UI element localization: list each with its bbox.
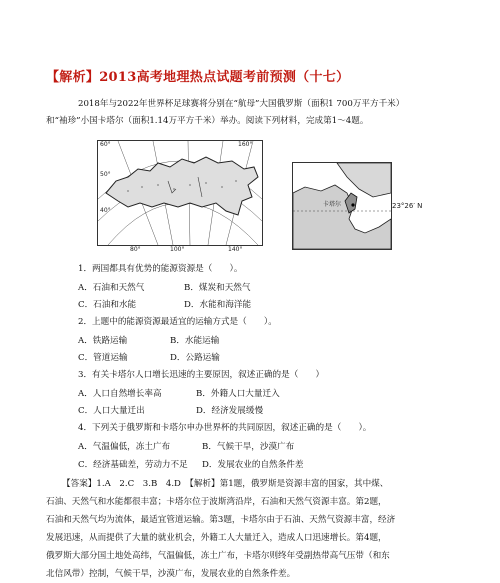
page-title: 【解析】2013高考地理热点试题考前预测（十七） — [46, 70, 350, 85]
map-label-tropic: 23°26′ N — [392, 202, 423, 210]
intro-line-2: 和“袖珍”小国卡塔尔（面积1.14万平方千米）举办。阅读下列材料，完成第1～4题。 — [46, 116, 369, 126]
q4-option-a: A．气温偏低，冻土广布 — [78, 442, 171, 452]
map-label-lat-bottom: 40° — [100, 207, 111, 214]
question-2: 2．上题中的能源资源最适宜的运输方式是（ ）。 — [78, 317, 277, 327]
q2-option-b: B．水能运输 — [170, 336, 220, 346]
answer-line-5: 俄罗斯大部分国土地处高纬，气温偏低，冻土广布，卡塔尔则终年受副热带高气压带（和东 — [46, 551, 390, 561]
answer-line-1: 【答案】1.A 2.C 3.B 4.D 【解析】第1题，俄罗斯是资源丰富的国家，其中煤、 — [62, 479, 389, 489]
intro-line-1: 2018年与2022年世界杯足球赛将分别在“航母”大国俄罗斯（面积1 700万平方千米） — [78, 99, 405, 109]
russia-map — [97, 140, 263, 246]
answer-line-2: 石油、天然气和水能都很丰富；卡塔尔位于波斯湾沿岸，石油和天然气资源丰富。第2题， — [46, 497, 387, 507]
q1-option-d: D．水能和海洋能 — [184, 300, 252, 310]
map-label-lon-bottom-2: 100° — [170, 246, 185, 253]
q1-option-a: A．石油和天然气 — [78, 283, 145, 293]
answer-line-4: 发展迅速，从而提供了大量的就业机会，外籍工人大量迁入，造成人口迅速增长。第4题， — [46, 533, 387, 543]
map-label-lon-bottom-3: 140° — [228, 246, 243, 253]
q4-option-c: C．经济基础差，劳动力不足 — [78, 460, 188, 470]
question-1: 1．两国都具有优势的能源资源是（ ）。 — [78, 264, 243, 274]
q3-option-a: A．人口自然增长率高 — [78, 389, 162, 399]
q4-option-b: B．气候干旱，沙漠广布 — [202, 442, 295, 452]
answer-line-6: 北信风带）控制，气候干旱，沙漠广布，发展农业的自然条件差。 — [46, 569, 296, 579]
q3-option-c: C．人口大量迁出 — [78, 406, 145, 416]
map-label-lon-top-left: 60° — [100, 141, 111, 148]
map-label-lat-top: 50° — [100, 171, 111, 178]
answer-line-3: 石油和天然气均为流体，最适宜管道运输。第3题，卡塔尔由于石油、天然气资源丰富，经济 — [46, 515, 396, 525]
map-label-lon-top-right: 160° — [238, 141, 253, 148]
map-label-lon-bottom-1: 80° — [130, 246, 141, 253]
q3-option-b: B．外籍人口大量迁入 — [196, 389, 280, 399]
q2-option-a: A．铁路运输 — [78, 336, 128, 346]
q1-option-c: C．石油和水能 — [78, 300, 137, 310]
qatar-map-graphic — [293, 163, 391, 249]
q3-option-d: D．经济发展缓慢 — [196, 406, 264, 416]
russia-map-graphic — [98, 141, 262, 245]
map-label-qatar: 卡塔尔 — [323, 201, 342, 208]
q4-option-d: D．发展农业的自然条件差 — [202, 460, 304, 470]
q2-option-c: C．管道运输 — [78, 353, 128, 363]
question-3: 3．有关卡塔尔人口增长迅速的主要原因，叙述正确的是（ ） — [78, 370, 325, 380]
question-4: 4．下列关于俄罗斯和卡塔尔申办世界杯的共同原因，叙述正确的是（ ）。 — [78, 423, 372, 433]
qatar-map — [292, 162, 392, 250]
q2-option-d: D．公路运输 — [170, 353, 220, 363]
q1-option-b: B．煤炭和天然气 — [184, 283, 251, 293]
